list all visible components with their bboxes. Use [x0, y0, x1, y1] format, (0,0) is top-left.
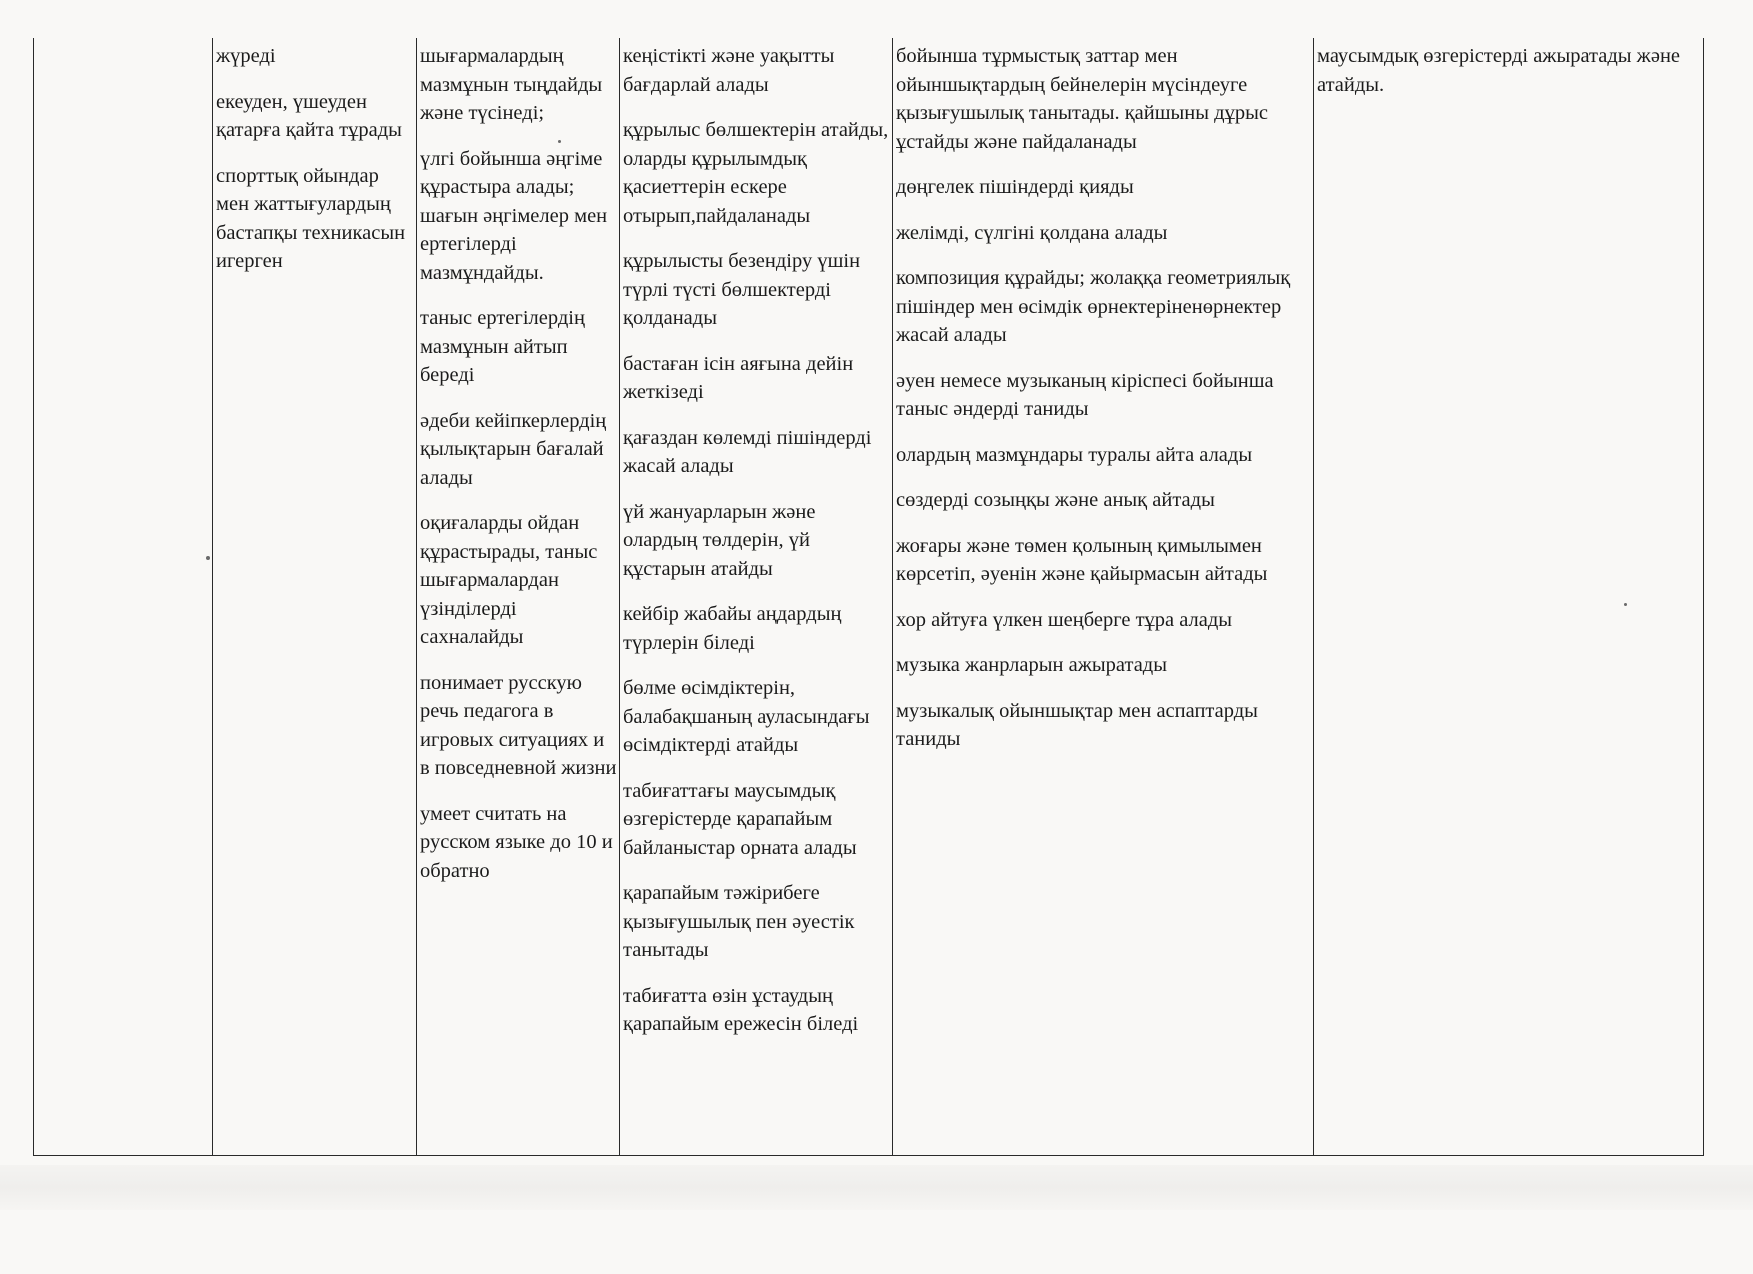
list-item: сөздерді созыңқы және анық айтады	[896, 489, 1215, 511]
list-item: әдеби кейіпкерлердің қылықтарын бағалай алады	[420, 409, 607, 489]
list-item: қағаздан көлемді пішіндерді жасай алады	[623, 426, 872, 477]
list-item: маусымдық өзгерістерді ажыратады және атайды.	[1317, 45, 1681, 96]
list-item: шығармалардың мазмұнын тыңдайды және түсінеді;	[420, 45, 603, 124]
col2-entries	[213, 38, 416, 276]
list-item: бөлме өсімдіктерін, балабақшаның ауласындағы өсімдіктерді атайды	[623, 677, 870, 756]
table-row	[34, 38, 1704, 1156]
list-item: дөңгелек пішіндерді қияды	[896, 176, 1134, 198]
col6-entries	[1314, 38, 1703, 99]
list-item: үлгі бойынша әңгіме құрастыра алады; шағын әңгімелер мен ертегілерді мазмұндайды.	[420, 147, 608, 284]
col4-cell	[620, 38, 893, 1156]
list-item: желімді, сүлгіні қолдана алады	[896, 221, 1168, 244]
list-item: спорттық ойындар мен жаттығулардың бастапқы техникасын игерген	[216, 164, 406, 272]
list-item: жоғары және төмен қолының қимылымен көрсетіп, әуенін және қайырмасын айтады	[896, 534, 1268, 585]
list-item: екеуден, үшеуден қатарға қайта тұрады	[216, 90, 402, 141]
list-item: музыкалық ойыншықтар мен аспаптарды таниды	[896, 699, 1258, 750]
col5-entries	[893, 38, 1313, 754]
col3-entries	[417, 38, 619, 885]
outcomes-table	[33, 38, 1704, 1156]
col6-cell	[1314, 38, 1704, 1156]
list-item: композиция құрайды; жолаққа геометриялық пішіндер мен өсімдік өрнектеріненөрнектер жасай алады	[896, 267, 1291, 346]
list-item: музыка жанрларын ажыратады	[896, 654, 1167, 676]
list-item: оқиғаларды ойдан құрастырады, таныс шығармалардан үзінділерді сахналайды	[420, 512, 598, 648]
list-item: бастаған ісін аяғына дейін жеткізеді	[623, 352, 854, 403]
col1-cell	[34, 38, 213, 1156]
col4-entries	[620, 38, 892, 1039]
col3-cell	[417, 38, 620, 1156]
list-item: кейбір жабайы аңдардың түрлерін біледі	[623, 603, 842, 654]
list-item: умеет считать на русском языке до 10 и обратно	[420, 802, 613, 882]
col1-entries	[34, 38, 212, 42]
col2-cell	[213, 38, 417, 1156]
list-item: хор айтуға үлкен шеңберге тұра алады	[896, 608, 1233, 631]
list-item: әуен немесе музыканың кіріспесі бойынша таныс әндерді таниды	[896, 369, 1274, 420]
list-item: табиғаттағы маусымдық өзгерістерде қарапайым байланыстар орната алады	[623, 779, 857, 859]
list-item: құрылысты безендіру үшін түрлі түсті бөлшектерді қолданады	[623, 250, 861, 329]
list-item: таныс ертегілердің мазмұнын айтып береді	[420, 307, 585, 386]
list-item: бойынша тұрмыстық заттар мен ойыншықтардың бейнелерін мүсіндеуге қызығушылық танытады. қайшыны дұрыс ұстайды және пайдаланады	[896, 45, 1268, 153]
list-item: понимает русскую речь педагога в игровых ситуациях и в повседневной жизни	[420, 671, 617, 779]
list-item: қарапайым тәжірибеге қызығушылық пен әуестік танытады	[623, 882, 855, 961]
list-item: олардың мазмұндары туралы айта алады	[896, 443, 1253, 466]
col5-cell	[893, 38, 1314, 1156]
list-item: кеңістікті және уақытты бағдарлай алады	[623, 45, 835, 96]
list-item: үй жануарларын және олардың төлдерін, үй құстарын атайды	[623, 500, 816, 580]
list-item: табиғатта өзін ұстаудың қарапайым ережесін біледі	[623, 984, 859, 1035]
scan-shadow-band	[0, 1165, 1753, 1210]
list-item: жүреді	[216, 45, 276, 67]
list-item: құрылыс бөлшектерін атайды, оларды құрылымдық қасиеттерін ескере отырып,пайдаланады	[623, 119, 889, 227]
